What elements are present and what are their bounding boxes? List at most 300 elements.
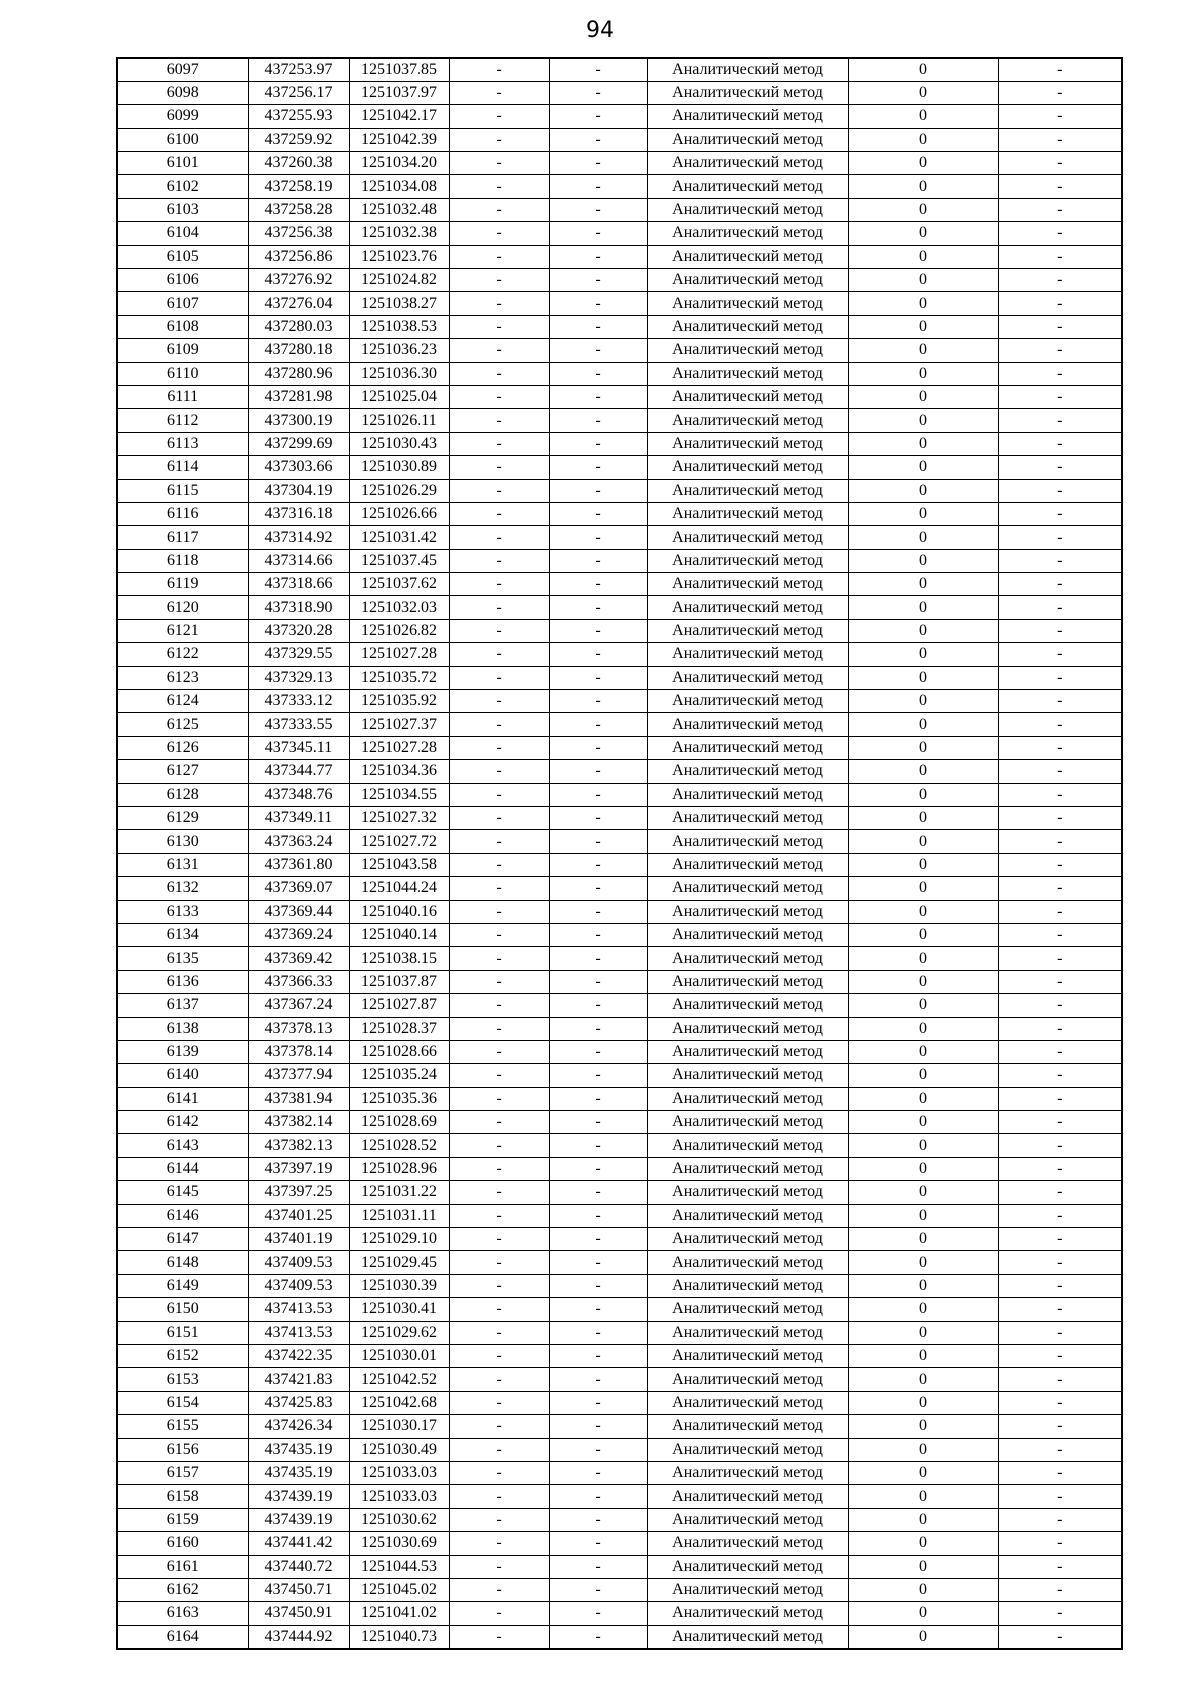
cell-col-8: - (998, 1181, 1122, 1204)
cell-col-8: - (998, 409, 1122, 432)
coordinates-table (116, 57, 1123, 1650)
cell-col-8: - (998, 1298, 1122, 1321)
cell-y-coordinate: 1251027.32 (349, 807, 449, 830)
cell-col-8: - (998, 807, 1122, 830)
cell-x-coordinate: 437409.53 (248, 1251, 349, 1274)
cell-col-8: - (998, 269, 1122, 292)
cell-col-4: - (449, 713, 549, 736)
cell-col-4: - (449, 432, 549, 455)
cell-point-number: 6136 (117, 970, 248, 993)
cell-point-number: 6129 (117, 807, 248, 830)
cell-col-7: 0 (848, 853, 998, 876)
cell-col-5: - (549, 713, 647, 736)
cell-point-number: 6149 (117, 1274, 248, 1297)
table-row (117, 1064, 1122, 1087)
cell-method: Аналитический метод (647, 1111, 848, 1134)
cell-col-5: - (549, 339, 647, 362)
cell-col-7: 0 (848, 1228, 998, 1251)
cell-col-7: 0 (848, 1017, 998, 1040)
cell-col-5: - (549, 1228, 647, 1251)
cell-col-5: - (549, 502, 647, 525)
cell-col-8: - (998, 1461, 1122, 1484)
cell-col-4: - (449, 994, 549, 1017)
cell-y-coordinate: 1251041.02 (349, 1602, 449, 1625)
cell-x-coordinate: 437397.25 (248, 1181, 349, 1204)
cell-col-8: - (998, 1485, 1122, 1508)
cell-y-coordinate: 1251042.52 (349, 1368, 449, 1391)
cell-col-5: - (549, 994, 647, 1017)
cell-y-coordinate: 1251030.49 (349, 1438, 449, 1461)
cell-col-4: - (449, 58, 549, 81)
cell-col-5: - (549, 409, 647, 432)
cell-col-8: - (998, 1555, 1122, 1578)
cell-point-number: 6143 (117, 1134, 248, 1157)
table-row (117, 198, 1122, 221)
cell-method: Аналитический метод (647, 58, 848, 81)
cell-y-coordinate: 1251032.03 (349, 596, 449, 619)
cell-col-4: - (449, 573, 549, 596)
cell-y-coordinate: 1251037.87 (349, 970, 449, 993)
cell-col-7: 0 (848, 1251, 998, 1274)
cell-col-8: - (998, 900, 1122, 923)
cell-x-coordinate: 437377.94 (248, 1064, 349, 1087)
cell-col-4: - (449, 1602, 549, 1625)
cell-col-8: - (998, 1134, 1122, 1157)
cell-col-5: - (549, 128, 647, 151)
table-row (117, 947, 1122, 970)
cell-x-coordinate: 437314.92 (248, 526, 349, 549)
cell-x-coordinate: 437435.19 (248, 1461, 349, 1484)
cell-x-coordinate: 437367.24 (248, 994, 349, 1017)
cell-y-coordinate: 1251027.28 (349, 736, 449, 759)
cell-col-7: 0 (848, 456, 998, 479)
cell-col-7: 0 (848, 970, 998, 993)
cell-point-number: 6148 (117, 1251, 248, 1274)
cell-col-4: - (449, 409, 549, 432)
cell-col-4: - (449, 549, 549, 572)
cell-point-number: 6112 (117, 409, 248, 432)
cell-col-8: - (998, 385, 1122, 408)
table-row (117, 830, 1122, 853)
cell-method: Аналитический метод (647, 573, 848, 596)
cell-y-coordinate: 1251027.72 (349, 830, 449, 853)
cell-y-coordinate: 1251038.27 (349, 292, 449, 315)
cell-col-5: - (549, 269, 647, 292)
cell-method: Аналитический метод (647, 81, 848, 104)
cell-col-8: - (998, 643, 1122, 666)
cell-col-5: - (549, 315, 647, 338)
cell-col-5: - (549, 198, 647, 221)
cell-y-coordinate: 1251040.16 (349, 900, 449, 923)
cell-point-number: 6123 (117, 666, 248, 689)
table-row (117, 409, 1122, 432)
cell-x-coordinate: 437276.04 (248, 292, 349, 315)
table-row (117, 1438, 1122, 1461)
cell-method: Аналитический метод (647, 1391, 848, 1414)
page-number: 94 (586, 18, 614, 43)
cell-col-5: - (549, 526, 647, 549)
cell-y-coordinate: 1251031.11 (349, 1204, 449, 1227)
cell-point-number: 6114 (117, 456, 248, 479)
cell-col-4: - (449, 315, 549, 338)
cell-col-7: 0 (848, 409, 998, 432)
cell-col-5: - (549, 1111, 647, 1134)
cell-method: Аналитический метод (647, 315, 848, 338)
cell-col-7: 0 (848, 760, 998, 783)
table-row (117, 479, 1122, 502)
cell-col-4: - (449, 1438, 549, 1461)
cell-method: Аналитический метод (647, 1438, 848, 1461)
cell-col-7: 0 (848, 526, 998, 549)
cell-col-4: - (449, 877, 549, 900)
cell-method: Аналитический метод (647, 760, 848, 783)
cell-y-coordinate: 1251029.62 (349, 1321, 449, 1344)
cell-col-5: - (549, 105, 647, 128)
cell-col-7: 0 (848, 152, 998, 175)
cell-point-number: 6147 (117, 1228, 248, 1251)
cell-col-5: - (549, 830, 647, 853)
cell-method: Аналитический метод (647, 1344, 848, 1367)
cell-col-5: - (549, 1555, 647, 1578)
cell-col-8: - (998, 1368, 1122, 1391)
cell-col-4: - (449, 1181, 549, 1204)
cell-col-4: - (449, 666, 549, 689)
cell-col-4: - (449, 1578, 549, 1601)
cell-x-coordinate: 437318.66 (248, 573, 349, 596)
cell-point-number: 6157 (117, 1461, 248, 1484)
cell-col-5: - (549, 1064, 647, 1087)
cell-col-4: - (449, 1298, 549, 1321)
cell-y-coordinate: 1251034.36 (349, 760, 449, 783)
cell-col-4: - (449, 1228, 549, 1251)
cell-point-number: 6145 (117, 1181, 248, 1204)
cell-method: Аналитический метод (647, 1602, 848, 1625)
cell-method: Аналитический метод (647, 877, 848, 900)
cell-col-8: - (998, 1508, 1122, 1531)
cell-col-8: - (998, 947, 1122, 970)
cell-point-number: 6120 (117, 596, 248, 619)
cell-col-5: - (549, 1087, 647, 1110)
cell-method: Аналитический метод (647, 994, 848, 1017)
cell-y-coordinate: 1251028.66 (349, 1040, 449, 1063)
cell-y-coordinate: 1251044.24 (349, 877, 449, 900)
cell-y-coordinate: 1251028.52 (349, 1134, 449, 1157)
cell-y-coordinate: 1251027.28 (349, 643, 449, 666)
cell-col-7: 0 (848, 619, 998, 642)
cell-method: Аналитический метод (647, 1555, 848, 1578)
cell-y-coordinate: 1251031.22 (349, 1181, 449, 1204)
cell-method: Аналитический метод (647, 830, 848, 853)
cell-col-7: 0 (848, 994, 998, 1017)
cell-x-coordinate: 437329.55 (248, 643, 349, 666)
cell-col-5: - (549, 643, 647, 666)
table-row (117, 1298, 1122, 1321)
table-row (117, 1461, 1122, 1484)
cell-col-7: 0 (848, 432, 998, 455)
cell-y-coordinate: 1251028.96 (349, 1157, 449, 1180)
cell-point-number: 6160 (117, 1532, 248, 1555)
cell-point-number: 6106 (117, 269, 248, 292)
cell-point-number: 6115 (117, 479, 248, 502)
cell-col-7: 0 (848, 1321, 998, 1344)
cell-method: Аналитический метод (647, 152, 848, 175)
cell-method: Аналитический метод (647, 900, 848, 923)
cell-point-number: 6119 (117, 573, 248, 596)
table-row (117, 690, 1122, 713)
table-row (117, 643, 1122, 666)
cell-point-number: 6141 (117, 1087, 248, 1110)
cell-col-8: - (998, 596, 1122, 619)
cell-method: Аналитический метод (647, 1157, 848, 1180)
cell-col-4: - (449, 1415, 549, 1438)
cell-x-coordinate: 437276.92 (248, 269, 349, 292)
cell-col-5: - (549, 783, 647, 806)
cell-y-coordinate: 1251030.62 (349, 1508, 449, 1531)
cell-col-4: - (449, 619, 549, 642)
cell-col-4: - (449, 105, 549, 128)
cell-y-coordinate: 1251040.14 (349, 923, 449, 946)
cell-col-7: 0 (848, 573, 998, 596)
cell-method: Аналитический метод (647, 409, 848, 432)
cell-col-5: - (549, 619, 647, 642)
table-row (117, 596, 1122, 619)
cell-col-7: 0 (848, 81, 998, 104)
cell-method: Аналитический метод (647, 222, 848, 245)
cell-col-4: - (449, 339, 549, 362)
cell-col-5: - (549, 456, 647, 479)
cell-col-8: - (998, 1228, 1122, 1251)
cell-col-8: - (998, 994, 1122, 1017)
cell-col-5: - (549, 690, 647, 713)
cell-point-number: 6137 (117, 994, 248, 1017)
table-row (117, 760, 1122, 783)
cell-x-coordinate: 437421.83 (248, 1368, 349, 1391)
table-row (117, 1040, 1122, 1063)
cell-col-7: 0 (848, 1368, 998, 1391)
cell-point-number: 6162 (117, 1578, 248, 1601)
table-row (117, 1251, 1122, 1274)
cell-point-number: 6158 (117, 1485, 248, 1508)
cell-method: Аналитический метод (647, 549, 848, 572)
cell-point-number: 6116 (117, 502, 248, 525)
cell-col-8: - (998, 1438, 1122, 1461)
cell-y-coordinate: 1251037.62 (349, 573, 449, 596)
cell-col-8: - (998, 456, 1122, 479)
cell-col-7: 0 (848, 877, 998, 900)
cell-col-5: - (549, 222, 647, 245)
cell-x-coordinate: 437253.97 (248, 58, 349, 81)
cell-x-coordinate: 437314.66 (248, 549, 349, 572)
cell-col-8: - (998, 549, 1122, 572)
table-row (117, 1485, 1122, 1508)
cell-y-coordinate: 1251028.37 (349, 1017, 449, 1040)
cell-col-8: - (998, 666, 1122, 689)
cell-col-7: 0 (848, 1602, 998, 1625)
cell-col-7: 0 (848, 105, 998, 128)
cell-col-8: - (998, 58, 1122, 81)
cell-x-coordinate: 437369.44 (248, 900, 349, 923)
cell-col-8: - (998, 760, 1122, 783)
cell-point-number: 6142 (117, 1111, 248, 1134)
cell-col-5: - (549, 1578, 647, 1601)
cell-point-number: 6101 (117, 152, 248, 175)
cell-col-8: - (998, 1532, 1122, 1555)
cell-y-coordinate: 1251034.55 (349, 783, 449, 806)
cell-col-7: 0 (848, 175, 998, 198)
cell-x-coordinate: 437441.42 (248, 1532, 349, 1555)
cell-col-5: - (549, 1602, 647, 1625)
cell-col-8: - (998, 105, 1122, 128)
cell-point-number: 6102 (117, 175, 248, 198)
cell-method: Аналитический метод (647, 736, 848, 759)
cell-point-number: 6107 (117, 292, 248, 315)
cell-col-4: - (449, 1157, 549, 1180)
cell-x-coordinate: 437381.94 (248, 1087, 349, 1110)
cell-col-4: - (449, 760, 549, 783)
cell-x-coordinate: 437345.11 (248, 736, 349, 759)
cell-col-7: 0 (848, 1391, 998, 1414)
cell-x-coordinate: 437413.53 (248, 1298, 349, 1321)
cell-col-4: - (449, 1251, 549, 1274)
cell-col-4: - (449, 923, 549, 946)
cell-col-4: - (449, 1040, 549, 1063)
table-row (117, 736, 1122, 759)
cell-col-8: - (998, 736, 1122, 759)
table-row (117, 1134, 1122, 1157)
cell-method: Аналитический метод (647, 1578, 848, 1601)
cell-x-coordinate: 437329.13 (248, 666, 349, 689)
cell-y-coordinate: 1251042.17 (349, 105, 449, 128)
cell-col-8: - (998, 152, 1122, 175)
table-row (117, 1087, 1122, 1110)
table-row (117, 385, 1122, 408)
cell-col-5: - (549, 1251, 647, 1274)
table-row (117, 1368, 1122, 1391)
cell-col-8: - (998, 1251, 1122, 1274)
table-row (117, 152, 1122, 175)
cell-x-coordinate: 437369.07 (248, 877, 349, 900)
cell-x-coordinate: 437378.14 (248, 1040, 349, 1063)
cell-method: Аналитический метод (647, 690, 848, 713)
cell-col-7: 0 (848, 1508, 998, 1531)
cell-col-7: 0 (848, 1298, 998, 1321)
cell-col-5: - (549, 970, 647, 993)
cell-col-4: - (449, 222, 549, 245)
cell-point-number: 6138 (117, 1017, 248, 1040)
cell-method: Аналитический метод (647, 783, 848, 806)
cell-col-8: - (998, 245, 1122, 268)
cell-method: Аналитический метод (647, 1040, 848, 1063)
cell-point-number: 6097 (117, 58, 248, 81)
cell-point-number: 6103 (117, 198, 248, 221)
cell-point-number: 6108 (117, 315, 248, 338)
cell-col-4: - (449, 783, 549, 806)
cell-x-coordinate: 437435.19 (248, 1438, 349, 1461)
cell-col-4: - (449, 596, 549, 619)
cell-col-5: - (549, 1274, 647, 1297)
cell-y-coordinate: 1251030.17 (349, 1415, 449, 1438)
cell-method: Аналитический метод (647, 1485, 848, 1508)
cell-col-8: - (998, 479, 1122, 502)
cell-col-5: - (549, 1438, 647, 1461)
table-row (117, 128, 1122, 151)
cell-col-4: - (449, 736, 549, 759)
cell-col-7: 0 (848, 1204, 998, 1227)
cell-col-8: - (998, 1017, 1122, 1040)
cell-col-7: 0 (848, 596, 998, 619)
cell-y-coordinate: 1251036.23 (349, 339, 449, 362)
cell-point-number: 6139 (117, 1040, 248, 1063)
cell-col-7: 0 (848, 339, 998, 362)
cell-method: Аналитический метод (647, 456, 848, 479)
cell-col-4: - (449, 1368, 549, 1391)
cell-col-5: - (549, 1157, 647, 1180)
cell-x-coordinate: 437280.96 (248, 362, 349, 385)
cell-col-8: - (998, 432, 1122, 455)
cell-x-coordinate: 437450.91 (248, 1602, 349, 1625)
cell-y-coordinate: 1251026.82 (349, 619, 449, 642)
cell-col-7: 0 (848, 1064, 998, 1087)
table-row (117, 245, 1122, 268)
cell-col-8: - (998, 1040, 1122, 1063)
cell-point-number: 6098 (117, 81, 248, 104)
cell-col-4: - (449, 245, 549, 268)
cell-y-coordinate: 1251035.72 (349, 666, 449, 689)
cell-col-4: - (449, 152, 549, 175)
cell-col-8: - (998, 292, 1122, 315)
cell-col-5: - (549, 573, 647, 596)
table-row (117, 502, 1122, 525)
cell-x-coordinate: 437344.77 (248, 760, 349, 783)
cell-col-7: 0 (848, 643, 998, 666)
cell-col-7: 0 (848, 1157, 998, 1180)
cell-col-7: 0 (848, 385, 998, 408)
cell-col-5: - (549, 947, 647, 970)
cell-method: Аналитический метод (647, 619, 848, 642)
cell-point-number: 6153 (117, 1368, 248, 1391)
cell-col-8: - (998, 923, 1122, 946)
cell-point-number: 6126 (117, 736, 248, 759)
cell-col-7: 0 (848, 1415, 998, 1438)
cell-col-5: - (549, 1625, 647, 1648)
table-row (117, 807, 1122, 830)
cell-x-coordinate: 437280.18 (248, 339, 349, 362)
cell-x-coordinate: 437369.24 (248, 923, 349, 946)
table-row (117, 432, 1122, 455)
cell-col-8: - (998, 1111, 1122, 1134)
cell-x-coordinate: 437318.90 (248, 596, 349, 619)
cell-point-number: 6159 (117, 1508, 248, 1531)
cell-col-4: - (449, 1391, 549, 1414)
cell-y-coordinate: 1251037.97 (349, 81, 449, 104)
cell-col-5: - (549, 479, 647, 502)
cell-col-8: - (998, 339, 1122, 362)
cell-col-8: - (998, 1204, 1122, 1227)
cell-col-5: - (549, 1368, 647, 1391)
cell-point-number: 6117 (117, 526, 248, 549)
cell-point-number: 6163 (117, 1602, 248, 1625)
cell-col-7: 0 (848, 783, 998, 806)
cell-method: Аналитический метод (647, 479, 848, 502)
cell-point-number: 6127 (117, 760, 248, 783)
cell-col-8: - (998, 853, 1122, 876)
table-row (117, 1602, 1122, 1625)
cell-col-5: - (549, 666, 647, 689)
cell-method: Аналитический метод (647, 947, 848, 970)
table-row (117, 339, 1122, 362)
cell-y-coordinate: 1251029.10 (349, 1228, 449, 1251)
cell-col-7: 0 (848, 479, 998, 502)
